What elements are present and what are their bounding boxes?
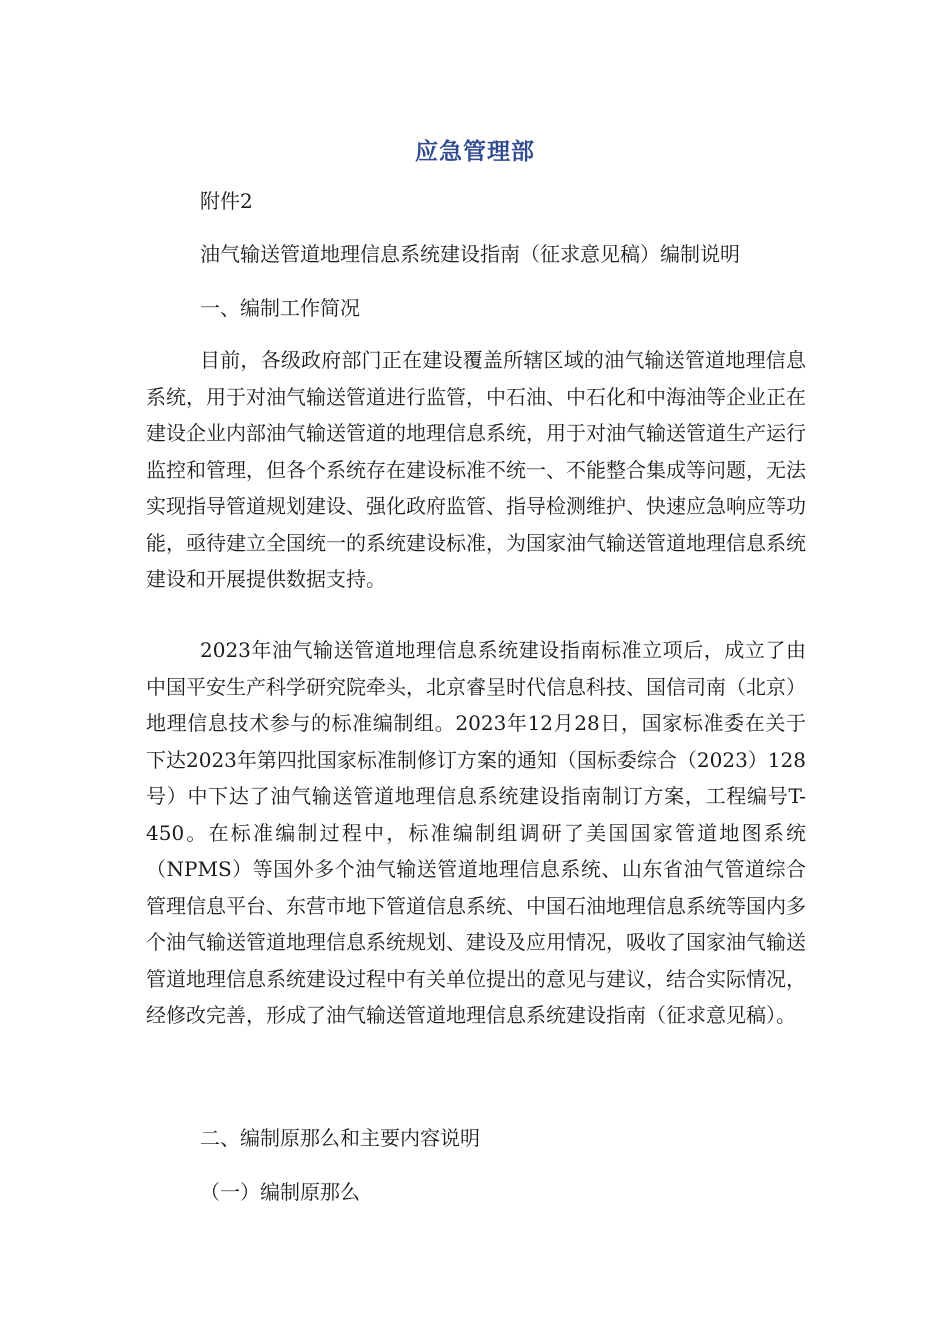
page-header-title: 应急管理部 bbox=[415, 139, 535, 165]
subsection-heading-principles: （一）编制原那么 bbox=[200, 1180, 360, 1204]
document-title: 油气输送管道地理信息系统建设指南（征求意见稿）编制说明 bbox=[200, 242, 740, 266]
attachment-label: 附件2 bbox=[200, 189, 253, 213]
section-heading-work-overview: 一、编制工作简况 bbox=[200, 296, 360, 320]
section-heading-principles: 二、编制原那么和主要内容说明 bbox=[200, 1126, 480, 1150]
paragraph-compilation-process: 2023年油气输送管道地理信息系统建设指南标准立项后，成立了由中国平安生产科学研究院牵头，北京睿呈时代信息科技、国信司南（北京）地理信息技术参与的标准编制组。2023年12月28日，国家标准委在关于下达2023年第四批国家标准制修订方案的通知（国标委综合（2023）128号）中下达了油气输送管道地理信息系统建设指南制订方案，工程编号T-450。在标准编制过程中，标准编制组调研了美国国家管道地图系统（NPMS）等国外多个油气输送管道地理信息系统、山东省油气管道综合管理信息平台、东营市地下管道信息系统、中国石油地理信息系统等国内多个油气输送管道地理信息系统规划、建设及应用情况，吸收了国家油气输送管道地理信息系统建设过程中有关单位提出的意见与建议，结合实际情况，经修改完善，形成了油气输送管道地理信息系统建设指南（征求意见稿）。 bbox=[146, 638, 806, 1027]
paragraph-current-status: 目前，各级政府部门正在建设覆盖所辖区域的油气输送管道地理信息系统，用于对油气输送管道进行监管，中石油、中石化和中海油等企业正在建设企业内部油气输送管道的地理信息系统，用于对油气输送管道生产运行监控和管理，但各个系统存在建设标准不统一、不能整合集成等问题，无法实现指导管道规划建设、强化政府监管、指导检测维护、快速应急响应等功能，亟待建立全国统一的系统建设标准，为国家油气输送管道地理信息系统建设和开展提供数据支持。 bbox=[146, 348, 806, 591]
